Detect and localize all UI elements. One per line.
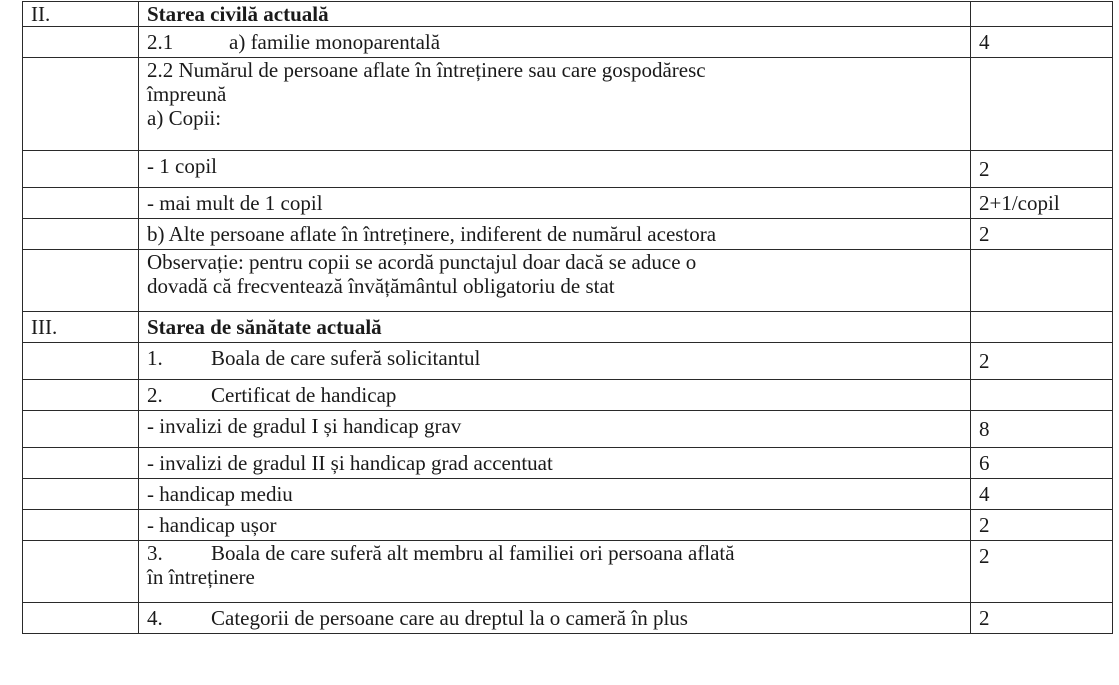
- points-cell: [971, 2, 1113, 27]
- section-number: [23, 411, 139, 448]
- criterion-text: b) Alte persoane aflate în întreținere, indiferent de numărul acestora: [139, 219, 971, 250]
- points-cell: 4: [971, 479, 1113, 510]
- criterion-cell: [139, 58, 971, 151]
- table-row: [23, 541, 1113, 603]
- criterion-number: 4.: [147, 606, 163, 630]
- table-row-section-ii: [23, 2, 1113, 27]
- observation-cell: [139, 250, 971, 312]
- section-number: [23, 479, 139, 510]
- criterion-cell: [139, 603, 971, 634]
- criterion-text-line: împreună: [147, 82, 227, 106]
- criterion-text-line: [147, 541, 962, 565]
- section-number: [23, 219, 139, 250]
- section-number: [23, 58, 139, 151]
- section-number: [23, 541, 139, 603]
- criterion-cell: [139, 27, 971, 58]
- criterion-text: - 1 copil: [139, 151, 971, 188]
- criterion-cell: [139, 380, 971, 411]
- table-row: [23, 27, 1113, 58]
- table-row: [23, 603, 1113, 634]
- points-cell: 4: [971, 27, 1113, 58]
- observation-text-line: dovadă că frecventează învățământul obligatoriu de stat: [147, 274, 615, 298]
- criterion-number: 2.: [147, 383, 163, 407]
- criterion-text: Certificat de handicap: [211, 383, 397, 407]
- table-row: [23, 510, 1113, 541]
- points-cell: 2: [971, 151, 1113, 188]
- points-cell: 2: [971, 541, 1113, 603]
- table-row: [23, 343, 1113, 380]
- criterion-number: 2.1: [147, 30, 174, 54]
- table-row-observation: [23, 250, 1113, 312]
- section-number: [23, 510, 139, 541]
- section-number: [23, 343, 139, 380]
- criterion-text: - invalizi de gradul I și handicap grav: [139, 411, 971, 448]
- criterion-text: Boala de care suferă alt membru al familiei ori persoana aflată: [211, 541, 735, 565]
- points-cell: 6: [971, 448, 1113, 479]
- section-number: [23, 188, 139, 219]
- table-row: [23, 219, 1113, 250]
- criterion-cell: [139, 541, 971, 603]
- criterion-text: - mai mult de 1 copil: [139, 188, 971, 219]
- criterion-text: - handicap mediu: [139, 479, 971, 510]
- section-number: [23, 603, 139, 634]
- points-cell: [971, 58, 1113, 151]
- criterion-text-line: în întreținere: [147, 565, 255, 589]
- section-number: [23, 380, 139, 411]
- criterion-text-line: 2.2 Numărul de persoane aflate în întreținere sau care gospodăresc: [147, 58, 706, 82]
- points-cell: 2+1/copil: [971, 188, 1113, 219]
- section-number: [23, 27, 139, 58]
- points-cell: 2: [971, 219, 1113, 250]
- points-cell: 2: [971, 510, 1113, 541]
- criterion-cell: [139, 343, 971, 380]
- criterion-text: a) familie monoparentală: [229, 30, 441, 54]
- section-title: Starea civilă actuală: [139, 2, 971, 27]
- criterion-text: Categorii de persoane care au dreptul la o cameră în plus: [211, 606, 688, 630]
- criterion-number: 1.: [147, 346, 163, 370]
- section-number: [23, 448, 139, 479]
- table-row: [23, 380, 1113, 411]
- scoring-table: [22, 1, 1113, 634]
- section-number: III.: [23, 312, 139, 343]
- table-row: [23, 151, 1113, 188]
- section-title: Starea de sănătate actuală: [139, 312, 971, 343]
- section-number: II.: [23, 2, 139, 27]
- section-number: [23, 151, 139, 188]
- criterion-text: - invalizi de gradul II și handicap grad accentuat: [139, 448, 971, 479]
- table-row-section-iii: [23, 312, 1113, 343]
- criterion-text: Boala de care suferă solicitantul: [211, 346, 481, 370]
- table-row: [23, 58, 1113, 151]
- table-row: [23, 448, 1113, 479]
- points-cell: [971, 250, 1113, 312]
- table-row: [23, 188, 1113, 219]
- observation-text-line: Observație: pentru copii se acordă punctajul doar dacă se aduce o: [147, 250, 697, 274]
- points-cell: 2: [971, 603, 1113, 634]
- table-row: [23, 411, 1113, 448]
- points-cell: [971, 380, 1113, 411]
- points-cell: 8: [971, 411, 1113, 448]
- criterion-text-line: a) Copii:: [147, 106, 222, 130]
- section-number: [23, 250, 139, 312]
- points-cell: 2: [971, 343, 1113, 380]
- points-cell: [971, 312, 1113, 343]
- criterion-number: 3.: [147, 541, 163, 565]
- criterion-text: - handicap ușor: [139, 510, 971, 541]
- table-row: [23, 479, 1113, 510]
